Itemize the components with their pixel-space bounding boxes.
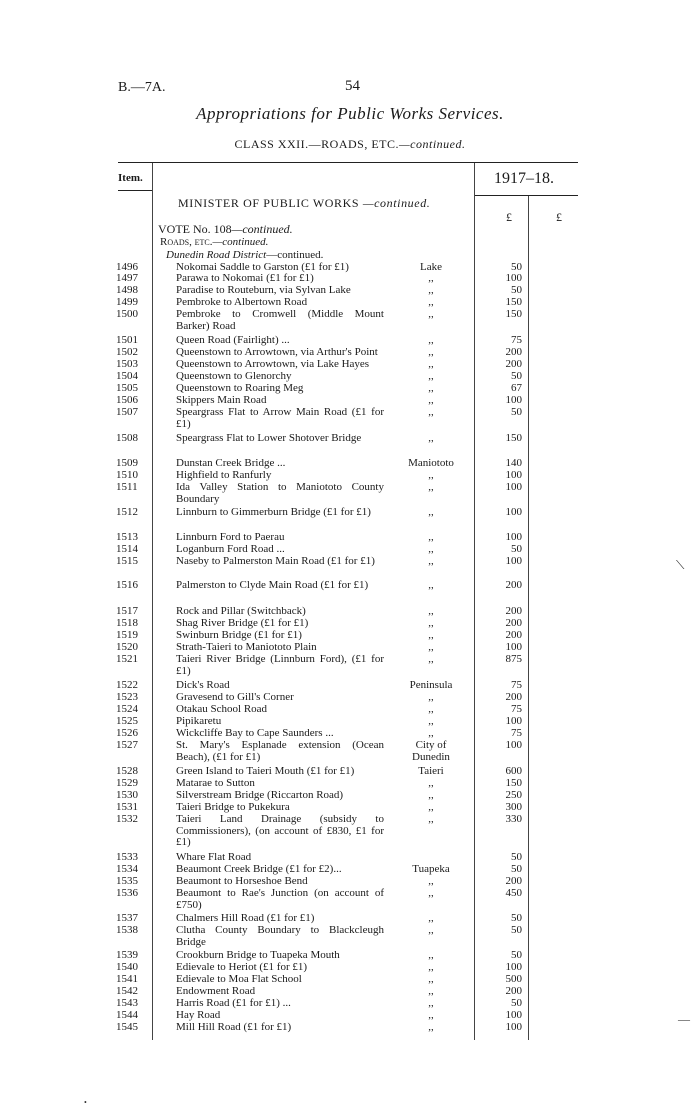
item-number: 1511	[116, 481, 138, 493]
item-district: ,,	[428, 481, 434, 493]
item-amount: 100	[505, 272, 522, 284]
item-district: ,,	[428, 358, 434, 370]
item-description: Parawa to Nokomai (£1 for £1)	[176, 272, 314, 284]
item-district: Tuapeka	[412, 863, 450, 875]
item-amount: 100	[505, 961, 522, 973]
item-amount: 200	[505, 691, 522, 703]
item-description: Chalmers Hill Road (£1 for £1)	[176, 912, 315, 924]
item-amount: 100	[505, 555, 522, 567]
item-district: ,,	[428, 346, 434, 358]
item-description: Skippers Main Road	[176, 394, 267, 406]
item-number: 1528	[116, 765, 138, 777]
roads-heading	[160, 236, 268, 248]
item-district: ,,	[428, 406, 434, 418]
item-description: Mill Hill Road (£1 for £1)	[176, 1021, 292, 1033]
item-number: 1496	[116, 261, 138, 273]
item-number: 1518	[116, 617, 138, 629]
item-number: 1517	[116, 605, 138, 617]
item-description: Endowment Road	[176, 985, 256, 997]
item-description: Otakau School Road	[176, 703, 268, 715]
item-number: 1507	[116, 406, 138, 418]
item-district: ,,	[428, 875, 434, 887]
item-amount: 600	[505, 765, 522, 777]
item-description: Ida Valley Station to Maniototo County Boundary	[176, 481, 384, 505]
header-rule-year	[474, 195, 578, 196]
item-district: ,,	[428, 272, 434, 284]
item-district: ,,	[428, 887, 434, 899]
item-amount: 50	[511, 370, 522, 382]
item-description: Palmerston to Clyde Main Road (£1 for £1)	[176, 579, 369, 591]
vote-label: VOTE No. 108	[158, 222, 232, 236]
item-description: Queenstown to Roaring Meg	[176, 382, 304, 394]
item-description: Edievale to Moa Flat School	[176, 973, 302, 985]
item-number: 1519	[116, 629, 138, 641]
item-amount: 100	[505, 739, 522, 751]
item-number: 1526	[116, 727, 138, 739]
item-district: ,,	[428, 382, 434, 394]
item-district: ,,	[428, 801, 434, 813]
item-description: Queenstown to Arrowtown, via Arthur's Point	[176, 346, 378, 358]
item-description: Queen Road (Fairlight) ...	[176, 334, 290, 346]
item-amount: 75	[511, 727, 522, 739]
item-amount: 50	[511, 284, 522, 296]
item-number: 1521	[116, 653, 138, 665]
item-amount: 200	[505, 605, 522, 617]
item-number: 1499	[116, 296, 138, 308]
item-number: 1522	[116, 679, 138, 691]
item-district: ,,	[428, 296, 434, 308]
item-number: 1537	[116, 912, 138, 924]
item-amount: 300	[505, 801, 522, 813]
item-number: 1501	[116, 334, 138, 346]
pound-sign-1: £	[506, 210, 512, 224]
item-description: Hay Road	[176, 1009, 221, 1021]
item-number: 1498	[116, 284, 138, 296]
item-number: 1505	[116, 382, 138, 394]
item-district: City of Dunedin	[412, 739, 450, 763]
item-description: Paradise to Routeburn, via Sylvan Lake	[176, 284, 351, 296]
item-district: ,,	[428, 284, 434, 296]
item-description: Naseby to Palmerston Main Road (£1 for £1)	[176, 555, 375, 567]
item-description: Shag River Bridge (£1 for £1)	[176, 617, 309, 629]
item-district: Maniototo	[408, 457, 454, 469]
item-description: Queenstown to Arrowtown, via Lake Hayes	[176, 358, 370, 370]
item-district: ,,	[428, 1009, 434, 1021]
item-district: ,,	[428, 777, 434, 789]
item-district: ,,	[428, 813, 434, 825]
item-amount: 50	[511, 261, 522, 273]
item-district: ,,	[428, 653, 434, 665]
item-description: Strath-Taieri to Maniototo Plain	[176, 641, 317, 653]
item-district: ,,	[428, 531, 434, 543]
class-label: CLASS XXII.—ROADS, ETC.	[234, 137, 399, 151]
item-number: 1504	[116, 370, 138, 382]
item-description: Speargrass Flat to Lower Shotover Bridge	[176, 432, 362, 444]
item-description: Wickcliffe Bay to Cape Saunders ...	[176, 727, 334, 739]
item-amount: 100	[505, 531, 522, 543]
item-amount: 50	[511, 406, 522, 418]
item-district: ,,	[428, 543, 434, 555]
item-number: 1525	[116, 715, 138, 727]
item-district: ,,	[428, 924, 434, 936]
document-ref: B.—7A.	[118, 80, 166, 95]
item-district: ,,	[428, 691, 434, 703]
item-district: ,,	[428, 703, 434, 715]
item-number: 1530	[116, 789, 138, 801]
item-district: ,,	[428, 506, 434, 518]
item-number: 1540	[116, 961, 138, 973]
item-number: 1513	[116, 531, 138, 543]
minister-continued: —continued.	[362, 196, 431, 210]
item-amount: 140	[505, 457, 522, 469]
item-district: ,,	[428, 949, 434, 961]
item-number: 1497	[116, 272, 138, 284]
margin-mark: •	[84, 1098, 87, 1107]
page-number: 54	[345, 78, 360, 94]
item-number: 1523	[116, 691, 138, 703]
item-description: Swinburn Bridge (£1 for £1)	[176, 629, 302, 641]
item-column-header: Item.	[118, 172, 143, 184]
item-amount: 100	[505, 1009, 522, 1021]
minister-heading	[178, 196, 430, 211]
item-number: 1500	[116, 308, 138, 320]
item-number: 1516	[116, 579, 138, 591]
item-number: 1539	[116, 949, 138, 961]
item-district: ,,	[428, 912, 434, 924]
item-district: ,,	[428, 727, 434, 739]
item-description: Queenstown to Glenorchy	[176, 370, 292, 382]
class-heading	[0, 137, 700, 152]
item-amount: 100	[505, 506, 522, 518]
roads-continued: —continued.	[212, 236, 269, 248]
item-amount: 150	[505, 432, 522, 444]
item-description: Pembroke to Albertown Road	[176, 296, 308, 308]
item-number: 1538	[116, 924, 138, 936]
item-number: 1524	[116, 703, 138, 715]
amount-split-line	[528, 196, 529, 1040]
item-district: ,,	[428, 997, 434, 1009]
item-district: ,,	[428, 308, 434, 320]
vote-continued: —continued.	[231, 222, 293, 236]
margin-mark: —	[678, 1012, 690, 1026]
item-district: Taieri	[418, 765, 444, 777]
item-description: Clutha County Boundary to Blackcleugh Bridge	[176, 924, 384, 948]
item-number: 1542	[116, 985, 138, 997]
margin-mark: ⟍	[676, 558, 685, 572]
item-description: Nokomai Saddle to Garston (£1 for £1)	[176, 261, 349, 273]
item-description: Dunstan Creek Bridge ...	[176, 457, 286, 469]
item-amount: 100	[505, 641, 522, 653]
item-amount: 500	[505, 973, 522, 985]
item-amount: 67	[511, 382, 522, 394]
item-amount: 150	[505, 777, 522, 789]
item-description: Taieri River Bridge (Linnburn Ford), (£1 for £1)	[176, 653, 384, 677]
item-amount: 200	[505, 346, 522, 358]
item-district: ,,	[428, 715, 434, 727]
item-description: Beaumont Creek Bridge (£1 for £2)...	[176, 863, 342, 875]
year-header: 1917–18.	[494, 170, 554, 187]
item-amount: 100	[505, 481, 522, 493]
item-amount: 875	[505, 653, 522, 665]
district-heading	[166, 249, 323, 261]
item-district: ,,	[428, 985, 434, 997]
item-amount: 200	[505, 617, 522, 629]
item-district: Lake	[420, 261, 442, 273]
pound-sign-2: £	[556, 210, 562, 224]
item-district: ,,	[428, 370, 434, 382]
item-district: ,,	[428, 394, 434, 406]
item-district: ,,	[428, 629, 434, 641]
item-description: Green Island to Taieri Mouth (£1 for £1)	[176, 765, 355, 777]
item-number: 1509	[116, 457, 138, 469]
item-amount: 200	[505, 629, 522, 641]
item-amount: 100	[505, 469, 522, 481]
item-number: 1534	[116, 863, 138, 875]
item-district: ,,	[428, 789, 434, 801]
item-district: ,,	[428, 973, 434, 985]
item-number: 1545	[116, 1021, 138, 1033]
item-amount: 100	[505, 1021, 522, 1033]
roads-label: Roads, etc.	[160, 236, 213, 248]
item-district: ,,	[428, 641, 434, 653]
item-amount: 75	[511, 679, 522, 691]
item-district: ,,	[428, 334, 434, 346]
item-description: Silverstream Bridge (Riccarton Road)	[176, 789, 344, 801]
header-rule-bottom	[118, 190, 152, 191]
vote-heading	[158, 222, 293, 237]
item-description: Linnburn to Gimmerburn Bridge (£1 for £1)	[176, 506, 371, 518]
item-amount: 75	[511, 703, 522, 715]
item-number: 1543	[116, 997, 138, 1009]
item-district: ,,	[428, 579, 434, 591]
item-district: ,,	[428, 617, 434, 629]
item-district: ,,	[428, 961, 434, 973]
item-district: ,,	[428, 432, 434, 444]
item-amount: 50	[511, 924, 522, 936]
item-description: Matarae to Sutton	[176, 777, 255, 789]
class-continued: —continued.	[399, 137, 466, 151]
item-number: 1510	[116, 469, 138, 481]
item-district: ,,	[428, 555, 434, 567]
item-number: 1544	[116, 1009, 138, 1021]
item-description: Dick's Road	[176, 679, 230, 691]
header-rule-top	[118, 162, 578, 163]
item-number: 1514	[116, 543, 138, 555]
item-amount: 250	[505, 789, 522, 801]
item-description: Edievale to Heriot (£1 for £1)	[176, 961, 308, 973]
item-amount: 200	[505, 875, 522, 887]
item-district: Peninsula	[409, 679, 453, 691]
item-number: 1512	[116, 506, 138, 518]
page-title: Appropriations for Public Works Services.	[196, 104, 504, 123]
item-description: Taieri Land Drainage (subsidy to Commissioners), (on account of £830, £1 for £1)	[176, 813, 384, 849]
item-district: ,,	[428, 605, 434, 617]
item-number: 1535	[116, 875, 138, 887]
item-number: 1541	[116, 973, 138, 985]
item-amount: 75	[511, 334, 522, 346]
item-number: 1527	[116, 739, 138, 751]
amount-column-line	[474, 163, 475, 1040]
item-description: Crookburn Bridge to Tuapeka Mouth	[176, 949, 340, 961]
item-amount: 50	[511, 949, 522, 961]
item-amount: 50	[511, 912, 522, 924]
item-description: Beaumont to Rae's Junction (on account of £750)	[176, 887, 384, 911]
item-amount: 50	[511, 543, 522, 555]
item-amount: 450	[505, 887, 522, 899]
item-description: Linnburn Ford to Paerau	[176, 531, 285, 543]
item-column-line	[152, 163, 153, 1040]
item-description: Harris Road (£1 for £1) ...	[176, 997, 291, 1009]
item-amount: 330	[505, 813, 522, 825]
item-description: Beaumont to Horseshoe Bend	[176, 875, 308, 887]
item-amount: 200	[505, 985, 522, 997]
item-number: 1503	[116, 358, 138, 370]
item-description: Taieri Bridge to Pukekura	[176, 801, 290, 813]
item-description: Whare Flat Road	[176, 851, 252, 863]
item-amount: 100	[505, 715, 522, 727]
item-amount: 200	[505, 579, 522, 591]
item-amount: 50	[511, 997, 522, 1009]
item-number: 1533	[116, 851, 138, 863]
item-description: Highfield to Ranfurly	[176, 469, 272, 481]
item-number: 1529	[116, 777, 138, 789]
item-amount: 50	[511, 863, 522, 875]
item-amount: 150	[505, 308, 522, 320]
item-amount: 150	[505, 296, 522, 308]
item-number: 1536	[116, 887, 138, 899]
item-number: 1531	[116, 801, 138, 813]
item-district: ,,	[428, 1021, 434, 1033]
item-description: St. Mary's Esplanade extension (Ocean Beach), (£1 for £1)	[176, 739, 384, 763]
item-district: ,,	[428, 469, 434, 481]
item-description: Gravesend to Gill's Corner	[176, 691, 294, 703]
district-label: Dunedin Road District	[166, 249, 267, 261]
item-number: 1532	[116, 813, 138, 825]
item-number: 1520	[116, 641, 138, 653]
item-amount: 200	[505, 358, 522, 370]
item-description: Pembroke to Cromwell (Middle Mount Barker) Road	[176, 308, 384, 332]
item-number: 1502	[116, 346, 138, 358]
item-amount: 50	[511, 851, 522, 863]
district-continued: —continued.	[266, 249, 324, 261]
item-number: 1506	[116, 394, 138, 406]
item-description: Speargrass Flat to Arrow Main Road (£1 for £1)	[176, 406, 384, 430]
item-description: Pipikaretu	[176, 715, 222, 727]
minister-label: MINISTER OF PUBLIC WORKS	[178, 196, 360, 210]
item-amount: 100	[505, 394, 522, 406]
item-number: 1508	[116, 432, 138, 444]
item-number: 1515	[116, 555, 138, 567]
item-description: Rock and Pillar (Switchback)	[176, 605, 306, 617]
item-description: Loganburn Ford Road ...	[176, 543, 285, 555]
